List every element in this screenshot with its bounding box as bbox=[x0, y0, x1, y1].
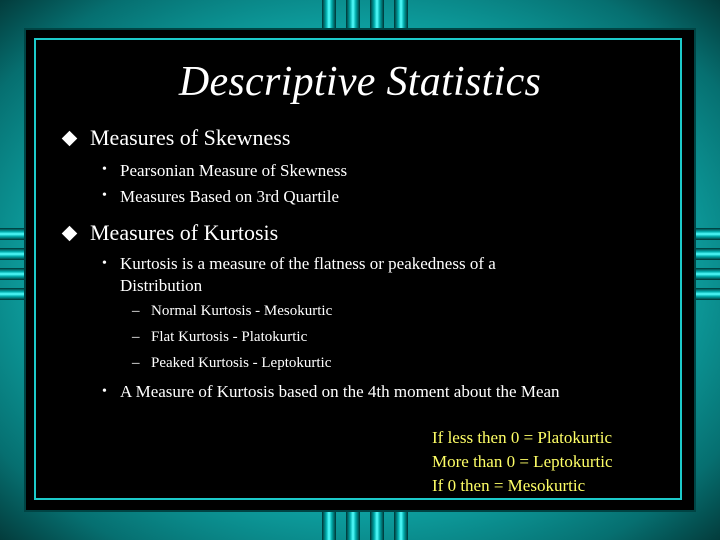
bottom-bar-decoration bbox=[346, 510, 360, 540]
sub-list-item: Normal Kurtosis - Mesokurtic bbox=[151, 303, 333, 319]
kurtosis-note-line: If 0 then = Mesokurtic bbox=[432, 476, 586, 495]
list-item: Pearsonian Measure of Skewness bbox=[120, 161, 348, 180]
dot-icon: • bbox=[102, 162, 107, 177]
left-bar-decoration bbox=[0, 228, 26, 240]
left-bar-decoration bbox=[0, 268, 26, 280]
section-heading-skewness: Measures of Skewness bbox=[90, 125, 291, 150]
dash-icon: – bbox=[132, 329, 140, 345]
bottom-bar-decoration bbox=[370, 510, 384, 540]
sub-list-item: Flat Kurtosis - Platokurtic bbox=[151, 329, 308, 345]
right-bar-decoration bbox=[694, 268, 720, 280]
top-bar-decoration bbox=[370, 0, 384, 30]
dash-icon: – bbox=[132, 303, 140, 319]
section-heading-kurtosis: Measures of Kurtosis bbox=[90, 220, 279, 245]
right-bar-decoration bbox=[694, 288, 720, 300]
left-bar-decoration bbox=[0, 288, 26, 300]
bottom-bar-decoration bbox=[322, 510, 336, 540]
bottom-bar-decoration bbox=[394, 510, 408, 540]
right-bar-decoration bbox=[694, 248, 720, 260]
kurtosis-note-line: If less then 0 = Platokurtic bbox=[432, 428, 613, 447]
top-bar-decoration bbox=[394, 0, 408, 30]
slide-title: Descriptive Statistics bbox=[178, 59, 542, 105]
top-bar-decoration bbox=[346, 0, 360, 30]
list-item: A Measure of Kurtosis based on the 4th moment about the Mean bbox=[120, 382, 560, 401]
list-item: Kurtosis is a measure of the flatness or peakedness of a bbox=[120, 254, 496, 273]
left-bar-decoration bbox=[0, 248, 26, 260]
list-item: Measures Based on 3rd Quartile bbox=[120, 187, 340, 206]
dot-icon: • bbox=[102, 384, 107, 399]
kurtosis-note-line: More than 0 = Leptokurtic bbox=[432, 452, 613, 471]
dash-icon: – bbox=[132, 355, 140, 371]
sub-list-item: Peaked Kurtosis - Leptokurtic bbox=[151, 355, 332, 371]
right-bar-decoration bbox=[694, 228, 720, 240]
top-bar-decoration bbox=[322, 0, 336, 30]
dot-icon: • bbox=[102, 188, 107, 203]
dot-icon: • bbox=[102, 256, 107, 271]
list-item-continuation: Distribution bbox=[120, 276, 203, 295]
